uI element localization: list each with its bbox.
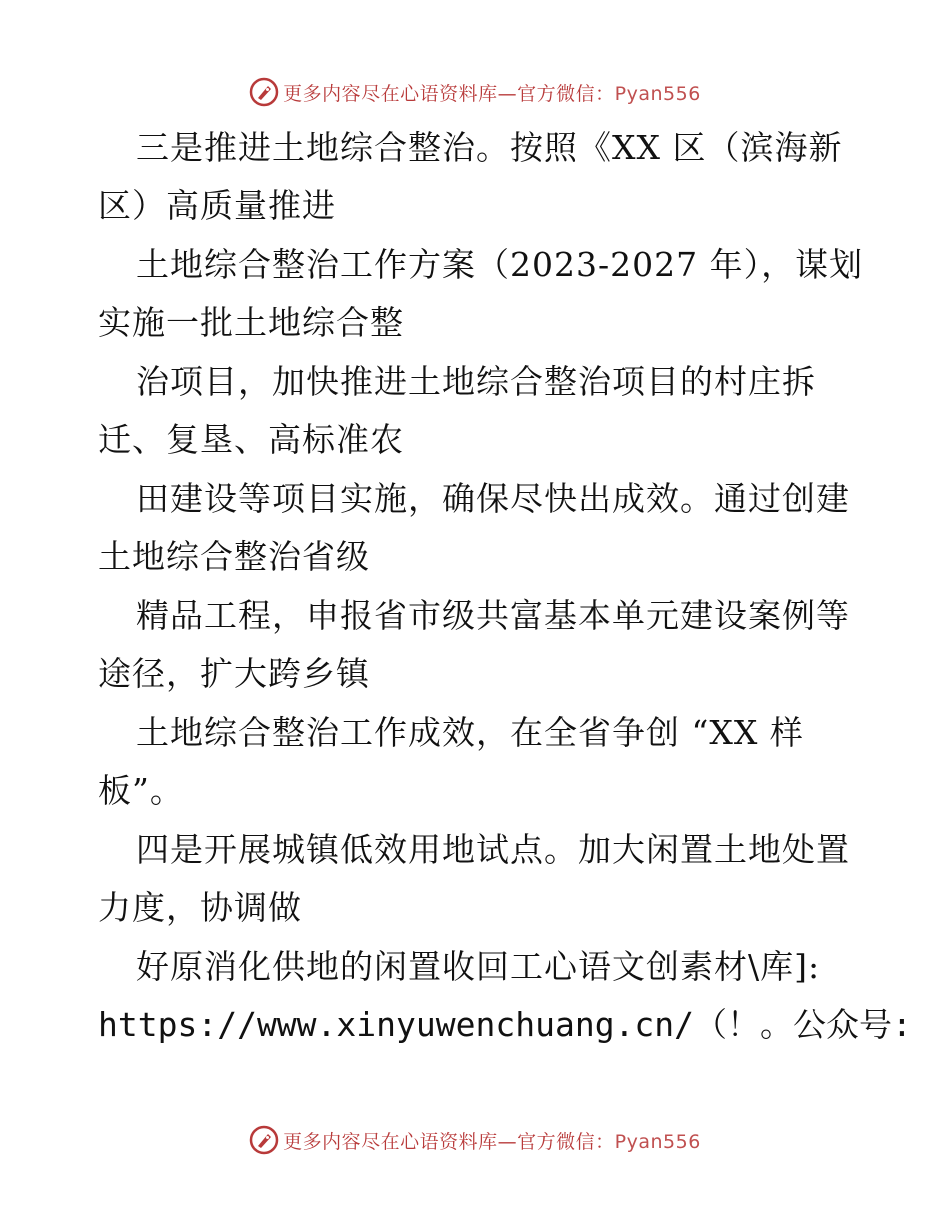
paragraph-line: 精品工程，申报省市级共富基本单元建设案例等 [136,596,850,635]
footer-banner-text [283,1127,701,1154]
paragraph-line: 区）高质量推进 [98,186,336,225]
paragraph-line: 治项目，加快推进土地综合整治项目的村庄拆 [136,362,816,401]
paragraph-line: 土地综合整治工作成效，在全省争创 “XX 样 [136,713,804,752]
footer-banner-contact: Pyan556 [614,1130,701,1153]
paragraph-line: 力度，协调做 [98,888,302,927]
footer-banner [0,1120,950,1160]
paragraph-line: 途径，扩大跨乡镇 [98,654,370,693]
paragraph-line: 板”。 [98,771,184,810]
pen-nib-logo-icon [249,1125,279,1155]
header-banner-title: 更多内容尽在心语资料库—官方微信： [283,82,615,105]
paragraph-line: 三是推进土地综合整治。按照《XX 区（滨海新 [136,128,843,167]
paragraph-line: 四是开展城镇低效用地试点。加大闲置土地处置 [136,830,850,869]
paragraph-line: 迁、复垦、高标准农 [98,420,404,459]
url-line: https://www.xinyuwenchuang.cn/（！。公众号: [98,1005,912,1044]
header-banner-contact: Pyan556 [614,82,701,105]
paragraph-line: 土地综合整治工作方案（2023-2027 年），谋划 [136,245,864,284]
paragraph-line: 实施一批土地综合整 [98,303,404,342]
footer-banner-title: 更多内容尽在心语资料库—官方微信： [283,1130,615,1153]
paragraph-line: 好原消化供地的闲置收回工心语文创素材\库]: [136,947,821,986]
paragraph-line: 土地综合整治省级 [98,537,370,576]
paragraph-line: 田建设等项目实施，确保尽快出成效。通过创建 [136,479,850,518]
